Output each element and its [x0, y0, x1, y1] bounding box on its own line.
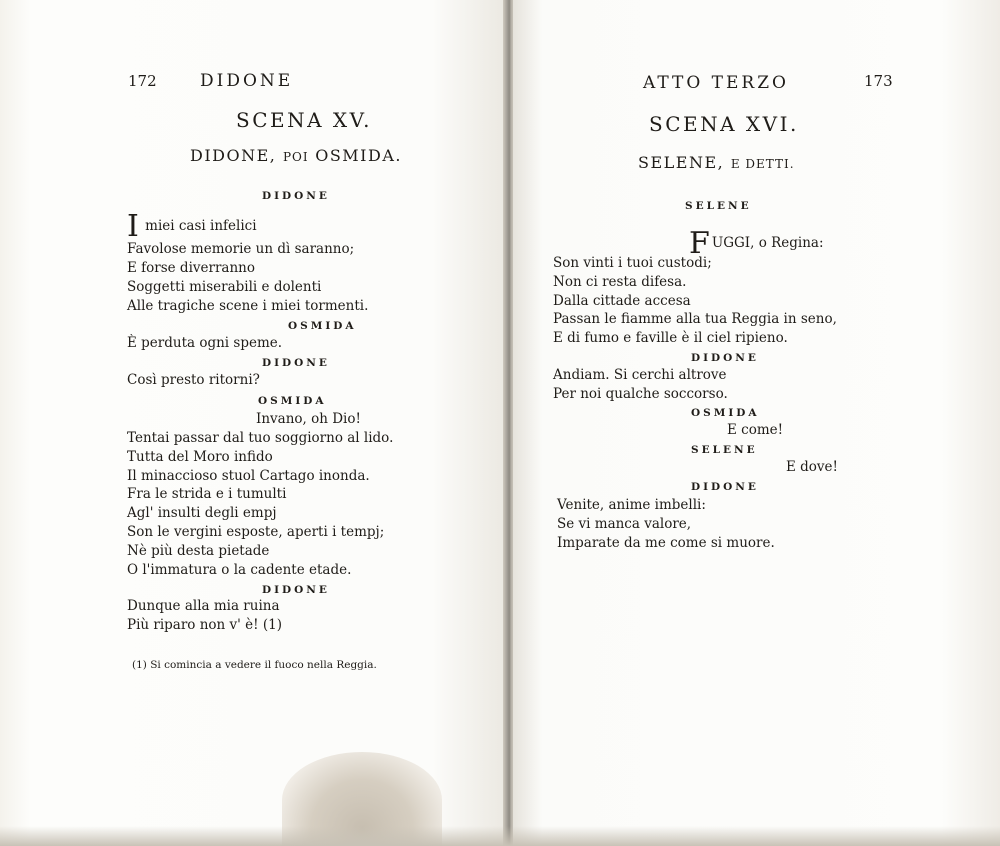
characters-main: SELENE, — [638, 153, 725, 172]
verse-line — [127, 209, 257, 244]
running-head: ATTO TERZO — [643, 73, 789, 93]
verse-line: Fra le strida e i tumulti — [127, 486, 287, 502]
verse-line: E come! — [727, 422, 784, 438]
verse-line: Più riparo non v' è! (1) — [127, 617, 282, 633]
speaker-label: OSMIDA — [258, 395, 327, 407]
verse-text: miei casi infelici — [145, 218, 257, 234]
verse-line: Tutta del Moro infido — [127, 449, 273, 465]
speaker-label: DIDONE — [691, 352, 759, 364]
speaker-label: DIDONE — [262, 190, 330, 202]
running-head: DIDONE — [200, 71, 294, 91]
characters-main: DIDONE, — [190, 146, 277, 165]
drop-cap: I — [127, 209, 139, 244]
speaker-label: DIDONE — [262, 584, 330, 596]
verse-line: È perduta ogni speme. — [127, 335, 283, 351]
drop-cap: F — [689, 226, 710, 261]
verse-line: Tentai passar dal tuo soggiorno al lido. — [127, 430, 394, 446]
verse-line: Nè più desta pietade — [127, 543, 270, 559]
verse-line: E forse diverranno — [127, 260, 255, 276]
verse-line: Invano, oh Dio! — [256, 411, 361, 427]
verse-line: Agl' insulti degli empj — [127, 505, 277, 521]
right-page — [513, 0, 1000, 846]
scene-title: SCENA XV. — [236, 108, 372, 132]
speaker-label: OSMIDA — [691, 407, 760, 419]
speaker-label: DIDONE — [691, 481, 759, 493]
verse-line: E dove! — [786, 459, 838, 475]
scene-characters — [638, 155, 795, 171]
verse-line: Son vinti i tuoi custodi; — [553, 255, 712, 271]
verse-line: Per noi qualche soccorso. — [553, 386, 728, 402]
verse-line: Se vi manca valore, — [557, 516, 692, 532]
verse-line: Dalla cittade accesa — [553, 293, 691, 309]
verse-line: E di fumo e faville è il ciel ripieno. — [553, 330, 788, 346]
verse-line: Alle tragiche scene i miei tormenti. — [127, 298, 369, 314]
page-number: 172 — [128, 72, 157, 90]
page-bottom-edge — [0, 826, 1000, 846]
verse-line: Favolose memorie un dì saranno; — [127, 241, 355, 257]
verse-line: Così presto ritorni? — [127, 372, 260, 388]
verse-line: Son le vergini esposte, aperti i tempj; — [127, 524, 385, 540]
verse-line: Venite, anime imbelli: — [557, 497, 706, 513]
verse-line: O l'immatura o la cadente etade. — [127, 562, 352, 578]
verse-line: Andiam. Si cerchi altrove — [553, 367, 727, 383]
verse-line: Non ci resta difesa. — [553, 274, 687, 290]
verse-line: Imparate da me come si muore. — [557, 535, 775, 551]
footnote: (1) Si comincia a vedere il fuoco nella Reggia. — [132, 659, 377, 671]
page-number: 173 — [864, 72, 893, 90]
speaker-label: DIDONE — [262, 357, 330, 369]
verse-line: Il minaccioso stuol Cartago inonda. — [127, 468, 370, 484]
verse-text: UGGI, o Regina: — [711, 235, 824, 251]
speaker-label: SELENE — [691, 444, 758, 456]
characters-sub: POI — [282, 150, 309, 164]
verse-line: Passan le fiamme alla tua Reggia in seno, — [553, 311, 837, 327]
verse-line: Dunque alla mia ruina — [127, 598, 280, 614]
characters-tail: OSMIDA. — [315, 146, 402, 165]
speaker-label: OSMIDA — [288, 320, 357, 332]
speaker-label: SELENE — [685, 200, 752, 212]
characters-sub: E DETTI. — [730, 157, 795, 171]
verse-line: Soggetti miserabili e dolenti — [127, 279, 322, 295]
scene-characters — [190, 148, 402, 164]
scene-title: SCENA XVI. — [649, 112, 799, 136]
